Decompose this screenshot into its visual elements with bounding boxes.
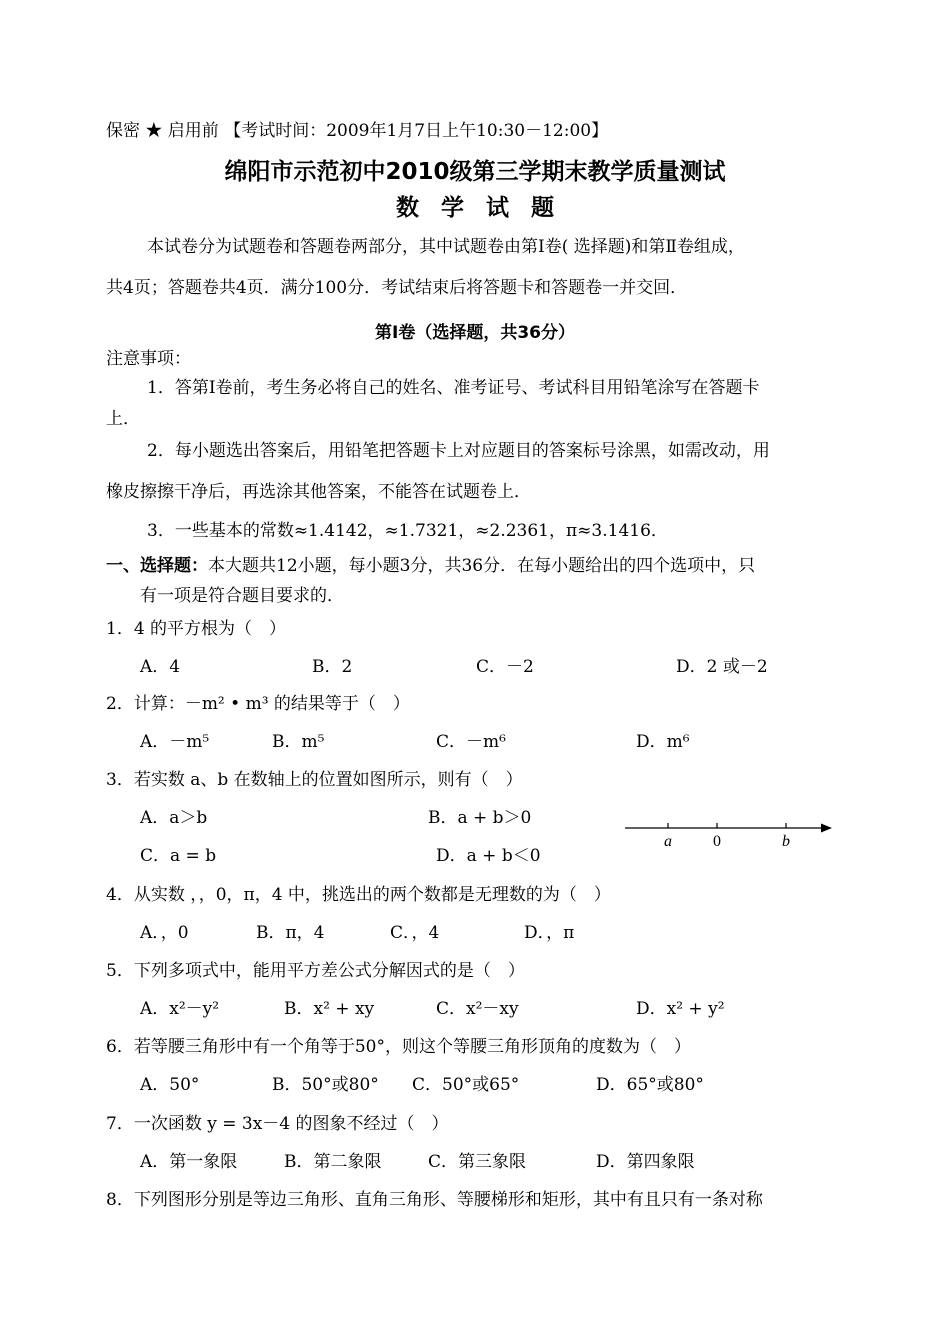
note-2b: 橡皮擦擦干净后，再选涂其他答案，不能答在试题卷上． (106, 482, 531, 502)
q1-option-a: A．4 (140, 657, 181, 677)
q5-option-c: C．x²－xy (436, 999, 519, 1019)
question-7-stem: 7．一次函数 y = 3x－4 的图象不经过（ ） (106, 1114, 449, 1134)
label-0: 0 (713, 833, 721, 850)
exam-title: 绵阳市示范初中2010级第三学期末教学质量测试 (224, 159, 726, 185)
note-3: 3．一些基本的常数≈1.4142，≈1.7321，≈2.2361，π≈3.1416． (147, 521, 668, 541)
question-8-stem: 8．下列图形分别是等边三角形、直角三角形、等腰梯形和矩形，其中有且只有一条对称 (106, 1190, 763, 1210)
question-6-stem: 6．若等腰三角形中有一个角等于50°，则这个等腰三角形顶角的度数为（ ） (106, 1037, 691, 1057)
q1-option-d: D．2 或－2 (676, 657, 768, 677)
confidential-header: 保密 ★ 启用前 【考试时间：2009年1月7日上午10:30－12:00】 (106, 121, 609, 141)
section-1-title: 第Ⅰ卷（选择题，共36分） (375, 323, 575, 343)
q3-option-d: D．a + b＜0 (436, 846, 541, 866)
q1-option-c: C．－2 (476, 657, 534, 677)
part-1-label: 一、选择题： (106, 556, 208, 576)
q6-option-c: C．50°或65° (412, 1075, 520, 1095)
q4-option-a: A．，0 (140, 923, 189, 943)
q5-option-d: D．x² + y² (636, 999, 725, 1019)
q3-option-a: A．a＞b (140, 808, 208, 828)
notes-heading: 注意事项： (106, 349, 191, 369)
question-5-stem: 5．下列多项式中，能用平方差公式分解因式的是（ ） (106, 961, 525, 981)
note-2a: 2．每小题选出答案后，用铅笔把答题卡上对应题目的答案标号涂黑，如需改动，用 (147, 441, 770, 461)
q6-option-d: D．65°或80° (596, 1075, 704, 1095)
q7-option-c: C．第三象限 (428, 1152, 527, 1172)
q2-option-c: C．－m⁶ (436, 732, 506, 752)
q4-option-b: B．π，4 (256, 923, 325, 943)
part-1-line-2: 有一项是符合题目要求的． (140, 586, 344, 606)
question-2-stem: 2．计算：－m² • m³ 的结果等于（ ） (106, 694, 410, 714)
q2-option-a: A．－m⁵ (140, 732, 210, 752)
q4-option-d: D．，π (524, 923, 575, 943)
question-1-stem: 1．4 的平方根为（ ） (106, 619, 287, 639)
q6-option-a: A．50° (140, 1075, 200, 1095)
exam-subtitle: 数学试题 (396, 195, 576, 221)
q7-option-d: D．第四象限 (596, 1152, 695, 1172)
part-1-line-1 (106, 555, 755, 577)
note-1b: 上． (106, 409, 140, 429)
question-3-stem: 3．若实数 a、b 在数轴上的位置如图所示，则有（ ） (106, 770, 523, 790)
intro-line-2: 共4页；答题卷共4页．满分100分．考试结束后将答题卡和答题卷一并交回． (106, 278, 688, 298)
label-a: a (664, 833, 672, 850)
q4-option-c: C．，4 (390, 923, 440, 943)
q5-option-a: A．x²－y² (140, 999, 220, 1019)
q3-option-b: B．a + b＞0 (428, 808, 532, 828)
note-1a: 1．答第Ⅰ卷前，考生务必将自己的姓名、准考证号、考试科目用铅笔涂写在答题卡 (147, 378, 760, 398)
q2-option-d: D．m⁶ (636, 732, 690, 752)
q6-option-b: B．50°或80° (272, 1075, 379, 1095)
intro-line-1: 本试卷分为试题卷和答题卷两部分，其中试题卷由第Ⅰ卷( 选择题)和第Ⅱ卷组成， (147, 237, 745, 257)
q2-option-b: B．m⁵ (272, 732, 325, 752)
number-line-arrow (821, 824, 832, 833)
label-b: b (782, 833, 790, 850)
number-line-figure (620, 812, 840, 856)
q5-option-b: B．x² + xy (284, 999, 375, 1019)
part-1-desc: 本大题共12小题，每小题3分，共36分．在每小题给出的四个选项中，只 (208, 556, 756, 576)
q3-option-c: C．a = b (140, 846, 217, 866)
q1-option-b: B．2 (312, 657, 353, 677)
q7-option-a: A．第一象限 (140, 1152, 238, 1172)
question-4-stem: 4．从实数 ，，0，π，4 中，挑选出的两个数都是无理数的为（ ） (106, 885, 611, 905)
q7-option-b: B．第二象限 (284, 1152, 382, 1172)
